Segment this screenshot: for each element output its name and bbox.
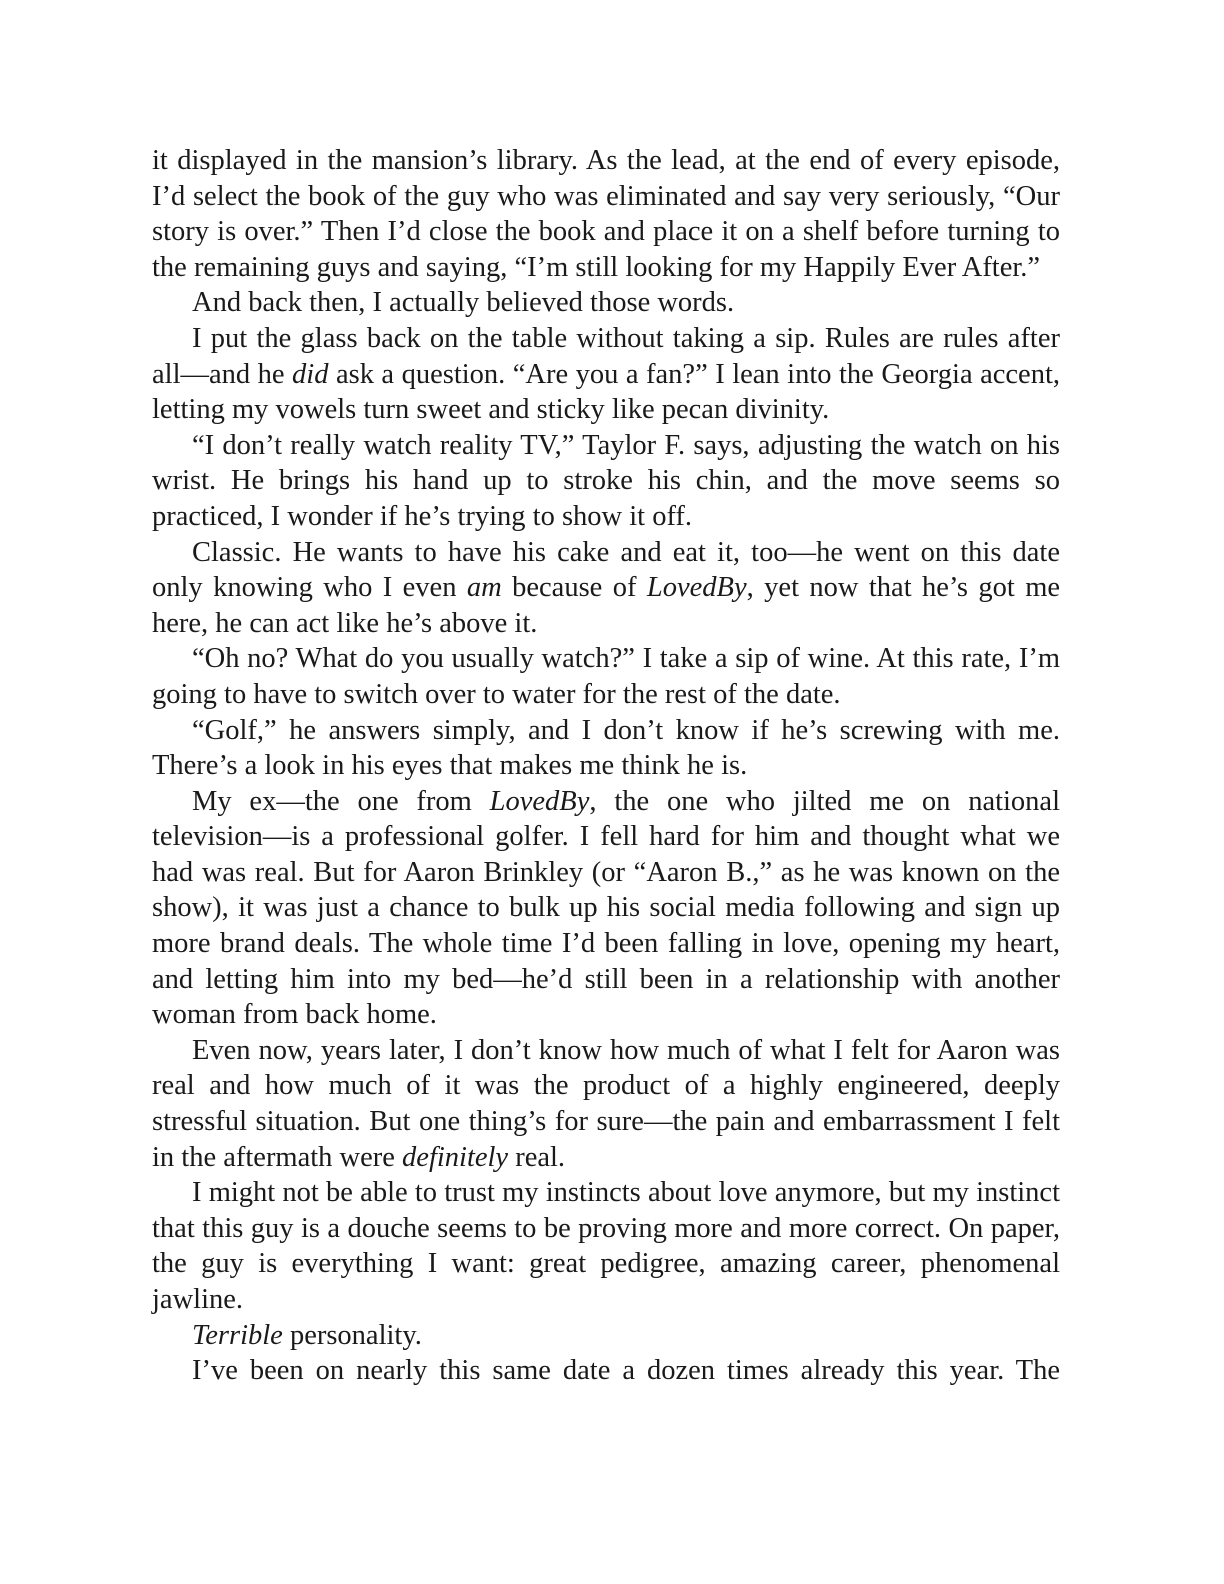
italic-text: LovedBy (646, 572, 747, 604)
book-page-body (152, 143, 1060, 1389)
text-run: And back then, I actually believed those words. (192, 287, 735, 319)
paragraph (152, 428, 1060, 535)
paragraph (152, 321, 1060, 428)
text-run: My ex—the one from (192, 785, 490, 817)
text-run: Classic. He wants to have his cake and eat it, too—he went on this date only knowing who I even (152, 536, 1060, 604)
paragraph (152, 641, 1060, 712)
paragraph (152, 1175, 1060, 1317)
paragraph (152, 1033, 1060, 1175)
paragraph (152, 784, 1060, 1033)
text-run: real. (508, 1141, 566, 1173)
text-run: Even now, years later, I don’t know how much of what I felt for Aaron was real and how much of it was the product of a highly engineered, deeply stressful situation. But one thing’s for sure—the pain and embarrassment I felt in the aftermath were (152, 1034, 1060, 1173)
text-run: it displayed in the mansion’s library. As the lead, at the end of every episode, I’d select the book of the guy who was eliminated and say very seriously, “Our story is over.” Then I’d close the book and place it on a shelf before turning to the remaining guys and saying, “I’m still looking for my Happily Ever After.” (152, 145, 1060, 283)
text-run: I put the glass back on the table without taking a sip. Rules are rules after all—and he (152, 322, 1060, 390)
paragraph (152, 1318, 1060, 1354)
italic-text: am (466, 572, 502, 604)
text-run: “I don’t really watch reality TV,” Taylor F. says, adjusting the watch on his wrist. He brings his hand up to stroke his chin, and the move seems so practiced, I wonder if he’s trying to show it off. (152, 429, 1060, 532)
text-run: because of (501, 572, 647, 604)
italic-text: did (292, 358, 329, 390)
text-run: , yet now that he’s got me here, he can act like he’s above it. (152, 572, 1061, 639)
text-run: ask a question. “Are you a fan?” I lean into the Georgia accent, letting my vowels turn sweet and sticky like pecan divinity. (152, 358, 1060, 426)
italic-text: Terrible (192, 1319, 283, 1351)
text-run: I’ve been on nearly this same date a dozen times already this year. The (192, 1355, 1060, 1387)
paragraph (152, 285, 1060, 321)
paragraph (152, 143, 1060, 285)
paragraph (152, 713, 1060, 784)
text-run: personality. (282, 1319, 422, 1351)
paragraph (152, 535, 1060, 642)
paragraph (152, 1353, 1060, 1389)
text-run: “Oh no? What do you usually watch?” I take a sip of wine. At this rate, I’m going to have to switch over to water for the rest of the date. (152, 643, 1060, 710)
text-run: “Golf,” he answers simply, and I don’t know if he’s screwing with me. There’s a look in his eyes that makes me think he is. (152, 714, 1060, 782)
italic-text: LovedBy (489, 785, 590, 817)
text-run: I might not be able to trust my instincts about love anymore, but my instinct that this guy is a douche seems to be proving more and more correct. On paper, the guy is everything I want: great pedigree, amazing career, phenomenal jawline. (152, 1177, 1060, 1315)
italic-text: definitely (402, 1141, 509, 1173)
text-run: , the one who jilted me on national television—is a professional golfer. I fell hard for him and thought what we had was real. But for Aaron Brinkley (or “Aaron B.,” as he was known on the show), it was just a chance to bulk up his social media following and sign up more brand deals. The whole time I’d been falling in love, opening my heart, and letting him into my bed—he’d still been in a relationship with another woman from back home. (152, 785, 1061, 1031)
